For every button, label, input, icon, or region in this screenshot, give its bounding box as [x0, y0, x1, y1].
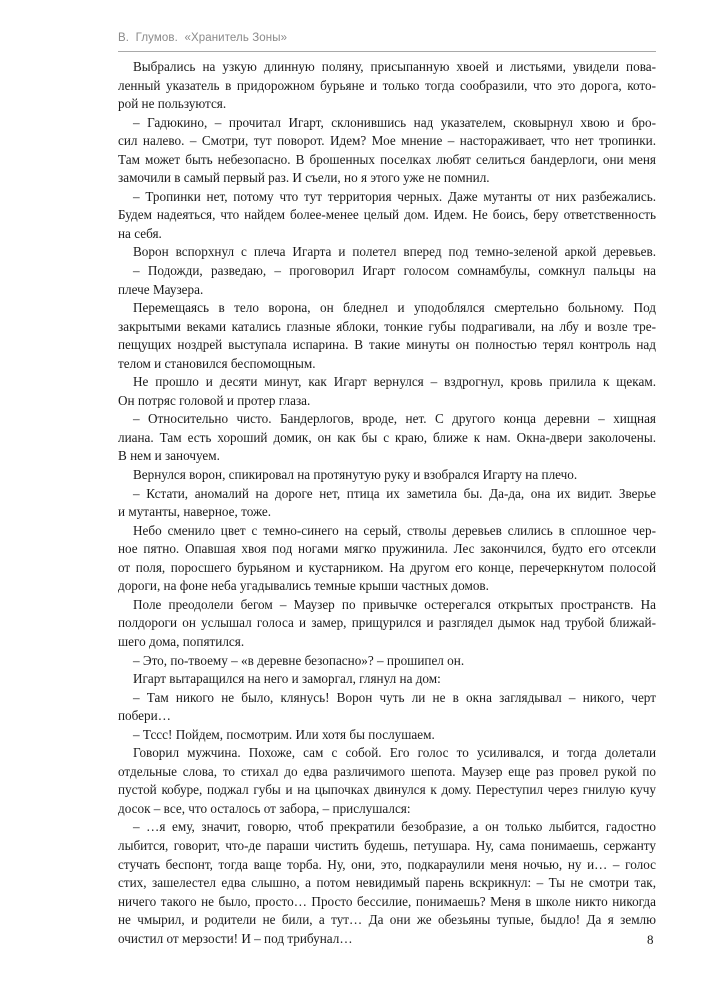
text-line: на себя. — [118, 225, 162, 241]
body-text — [118, 58, 656, 948]
text-line: ничего такого не было, просто… Просто бессилие, понимаешь? Меня в школе никто никогда — [118, 893, 656, 909]
text-line: стих, зашелестел едва слышно, а потом невидимый парень вскрикнул: – Ты не смотри так, — [118, 875, 656, 891]
text-line: плече Маузера. — [118, 281, 204, 297]
text-line: дороги, на фоне неба угадывались темные крыши частных домов. — [118, 578, 489, 594]
text-line: пещущих ноздрей выступала испарина. В такие минуты он полностью терял контроль над — [118, 337, 656, 353]
text-line: – Тропинки нет, потому что тут территория черных. Даже мутанты от них разбежались. — [133, 188, 656, 204]
text-line: Игарт вытаращился на него и заморгал, глянул на дом: — [133, 671, 441, 687]
text-line: лыбится, говорит, что-де параши чистить будешь, петушара. Ну, сама понимаешь, сержанту — [118, 837, 656, 853]
text-line: В нем и заночуем. — [118, 448, 220, 464]
page-header — [118, 31, 656, 52]
text-line: лиана. Там есть хороший домик, он как бы с краю, ближе к нам. Окна-двери заколочены. — [118, 429, 656, 445]
text-line: от поля, поросшего бурьяном и кустарником. На другом его конце, перечеркнутом полосой — [118, 559, 656, 575]
text-line: – Подожди, разведаю, – проговорил Игарт голосом сомнамбулы, сомкнул пальцы на — [133, 263, 656, 279]
text-line: закрытыми веками катались глазные яблоки, тонкие губы подрагивали, на лбу и возле тре- — [118, 318, 656, 334]
text-line: замочили в самый первый раз. И съели, но я этого уже не помнил. — [118, 170, 490, 186]
text-line: – Гадюкино, – прочитал Игарт, склонившись над указателем, сковырнул хвою и бро- — [133, 114, 656, 130]
text-line: пустой кобуре, поджал губы и на цыпочках двинулся к дому. Переступил через гнилую кучу — [118, 782, 656, 798]
text-line: Будем надеяться, что найдем более-менее целый дом. Идем. Не боись, беру ответственность — [118, 207, 656, 223]
text-line: – Тссс! Пойдем, посмотрим. Или хотя бы послушаем. — [133, 726, 435, 742]
text-line: – Там никого не было, клянусь! Ворон чуть ли не в окна заглядывал – никого, черт — [133, 689, 656, 705]
text-line: Говорил мужчина. Похоже, сам с собой. Его голос то усиливался, и тогда долетали — [133, 745, 656, 761]
text-line: Он потряс головой и протер глаза. — [118, 392, 311, 408]
text-line: не чмырил, и родители не били, а тут… Да они же обезьяны тупые, быдло! Да я землю — [118, 912, 656, 928]
text-line: – Это, по-твоему – «в деревне безопасно»? – прошипел он. — [133, 652, 465, 668]
text-line: Перемещаясь в тело ворона, он бледнел и уподоблялся смертельно больному. Под — [133, 300, 656, 316]
page-number: 8 — [647, 932, 654, 947]
text-line: ное пятно. Опавшая хвоя под ногами мягко пружинила. Лес закончился, будто его отсекли — [118, 541, 656, 557]
text-line: отдельные слова, то стихал до едва различимого шепота. Маузер еще раз провел рукой по — [118, 763, 656, 779]
text-line: Ворон вспорхнул с плеча Игарта и полетел вперед под темно-зеленой аркой деревьев. — [133, 244, 656, 260]
text-line: – Кстати, аномалий на дороге нет, птица их заметила бы. Да-да, она их видит. Зверье — [133, 485, 656, 501]
text-line: телом и становился беспомощным. — [118, 355, 316, 371]
text-line: Там может быть небезопасно. В брошенных поселках любят селиться бандерлоги, они меня — [118, 151, 656, 167]
text-line: очистил от мерзости! И – под трибунал… — [118, 930, 353, 946]
text-line: досок – все, что осталось от забора, – прислушался: — [118, 800, 411, 816]
text-line: Выбрались на узкую длинную поляну, присыпанную хвоей и листьями, увидели пова- — [133, 59, 656, 74]
text-line: – Относительно чисто. Бандерлогов, вроде, нет. С другого конца деревни – хищная — [133, 411, 656, 427]
text-line: Не прошло и десяти минут, как Игарт вернулся – вздрогнул, кровь прилила к щекам. — [133, 374, 656, 390]
text-line: шего дома, попятился. — [118, 633, 245, 649]
text-line: и мутанты, наверное, тоже. — [118, 504, 272, 520]
text-line: ленный указатель в придорожном бурьяне и только тогда сообразили, что это дорога, кото- — [118, 77, 656, 93]
text-line: полдороги он услышал голоса и замер, прищурился и разглядел дымок над трубой ближай- — [118, 615, 656, 631]
running-head: В. Глумов. «Хранитель Зоны» — [118, 32, 288, 44]
text-line: Вернулся ворон, спикировал на протянутую руку и взобрался Игарту на плечо. — [133, 467, 578, 483]
text-line: – …я ему, значит, говорю, чтоб прекратили безобразие, а он только лыбится, гадостно — [133, 819, 656, 835]
text-line: Поле преодолели бегом – Маузер по привычке остерегался открытых пространств. На — [133, 596, 656, 612]
text-line: побери… — [118, 708, 171, 724]
text-line: Небо сменило цвет с темно-синего на серый, стволы деревьев слились в сплошное чер- — [133, 522, 656, 538]
text-line: стучать беспонт, тогда ваще торба. Ну, они, это, подкараулили меня ночью, ну и… – голос — [118, 856, 656, 872]
text-line: сил налево. – Смотри, тут поворот. Идем? Мое мнение – настораживает, что нет тропинки. — [118, 133, 656, 149]
text-line: рой не пользуются. — [118, 96, 227, 112]
